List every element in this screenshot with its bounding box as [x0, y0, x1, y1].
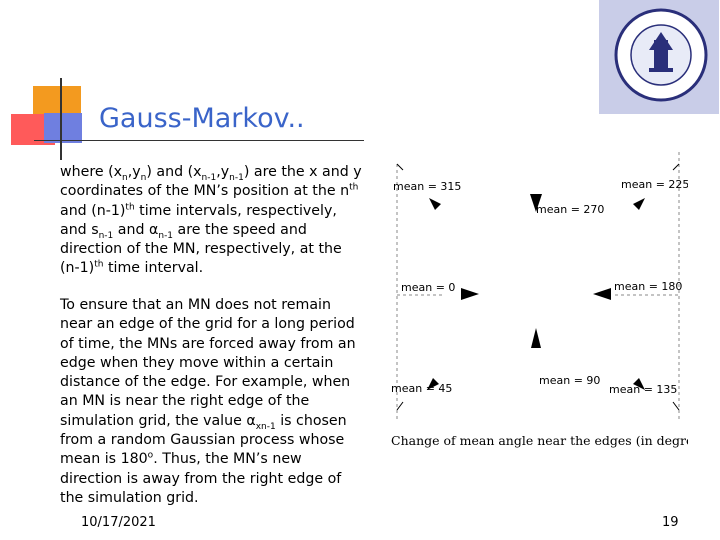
decor-horizontal-line	[34, 140, 364, 141]
arrow-180	[593, 288, 611, 300]
slide-title: Gauss-Markov..	[99, 103, 305, 134]
label-bottom-right: mean = 135	[609, 383, 678, 396]
footer-date: 10/17/2021	[81, 515, 156, 530]
label-right-center: mean = 180	[614, 280, 683, 293]
arrow-315	[429, 198, 441, 210]
label-bottom-left: mean = 45	[391, 382, 453, 395]
decor-vertical-line	[60, 78, 62, 160]
university-seal-icon	[599, 0, 719, 114]
diagram-caption: Change of mean angle near the edges (in degrees).	[391, 433, 688, 448]
paragraph-edge-behavior: To ensure that an MN does not remain near an edge of the grid for a long period of time, the MNs are forced away from an edge when they move within a certain distance of the edge. For example, when an MN is near the right edge of the simulation grid, the value $\alpha_{xn-1}$ is chosen from a random Gaussian process whose mean is 180$^o$. Thus, the MN’s new direction is away from the right edge of the simulation grid.	[60, 297, 356, 506]
paragraph-variables: where $(x_n,y_n)$ and $(x_{n-1},y_{n-1})$ are the x and y coordinates of the MN’s position at the $n^{th}$ and $(n-1)^{th}$ time intervals, respectively, and $s_{n-1}$ and $\alpha_{n-1}$ are the speed and direction of the MN, respectively, at the $(n-1)^{th}$ time interval.	[60, 164, 362, 277]
label-top-left: mean = 315	[393, 180, 462, 193]
label-top-center: mean = 270	[536, 203, 605, 216]
label-top-right: mean = 225	[621, 178, 688, 191]
page-number: 19	[662, 515, 679, 530]
decor-blue-square	[44, 113, 82, 143]
mean-angle-diagram	[383, 152, 688, 456]
label-left-center: mean = 0	[401, 281, 456, 294]
university-logo	[599, 0, 719, 114]
arrow-225	[633, 198, 645, 210]
label-bottom-center: mean = 90	[539, 374, 601, 387]
arrow-90	[531, 328, 541, 348]
arrow-0	[461, 288, 479, 300]
